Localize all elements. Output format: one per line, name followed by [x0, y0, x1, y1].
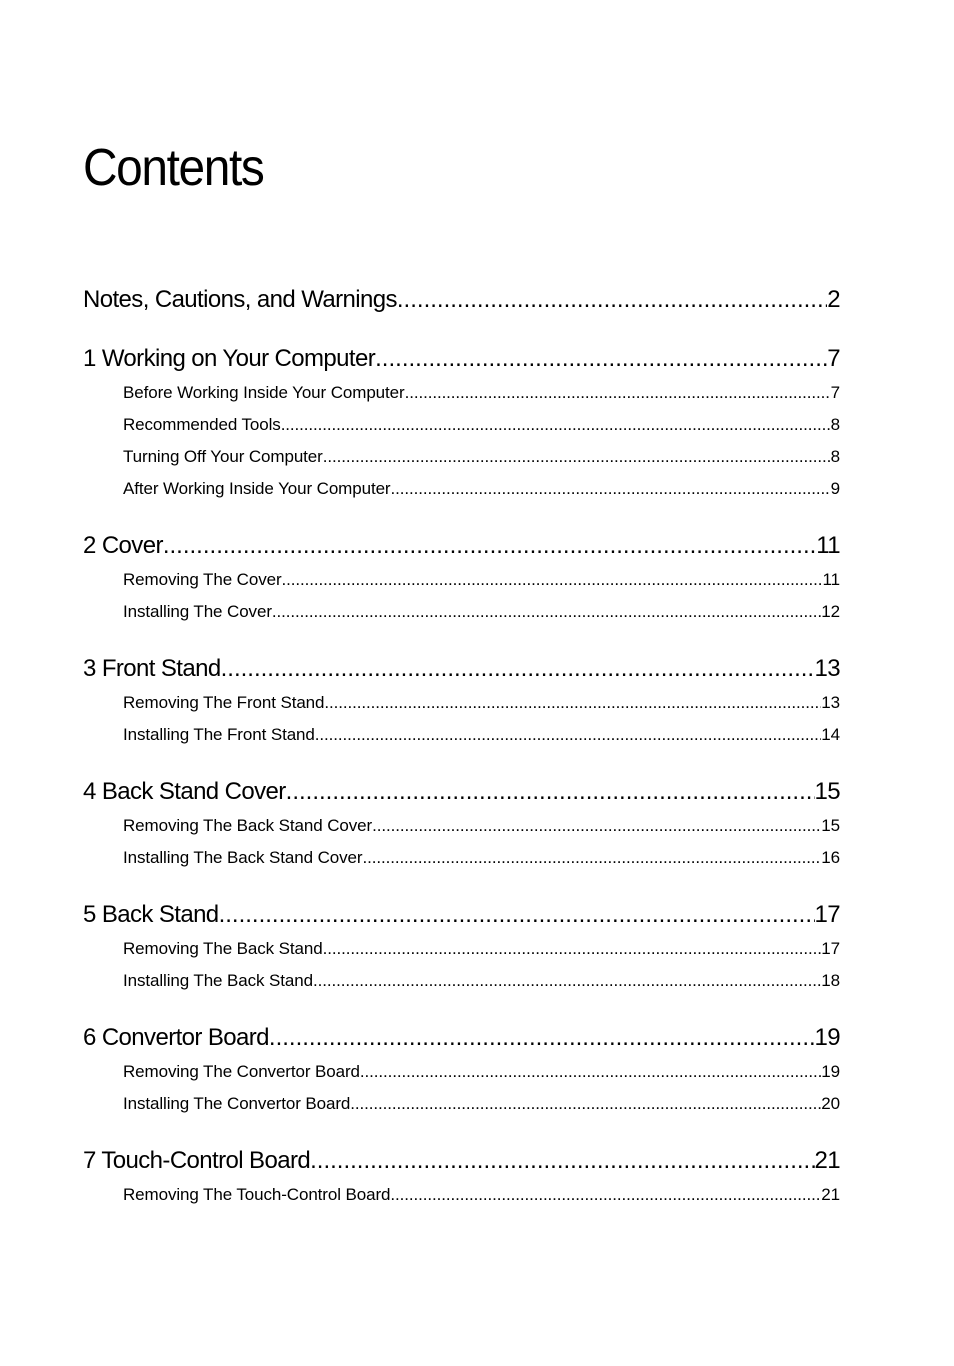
toc-subentry[interactable]	[83, 1088, 840, 1120]
toc-subentry-page: 16	[821, 848, 840, 867]
toc-subentry-page: 8	[830, 447, 840, 466]
toc-subentry-title: Turning Off Your Computer	[123, 447, 323, 466]
toc-subentry-title: Installing The Cover	[123, 602, 272, 621]
table-of-contents	[83, 282, 840, 1211]
toc-subentry-page: 21	[821, 1185, 840, 1204]
toc-chapter-page: 17	[814, 901, 840, 928]
toc-subentry-title: Removing The Convertor Board	[123, 1062, 360, 1081]
toc-chapter-page: 7	[827, 345, 840, 372]
toc-dot-leader	[372, 810, 821, 842]
toc-chapter-entry[interactable]	[83, 528, 840, 564]
toc-subentry-page: 11	[822, 570, 840, 589]
toc-chapter-entry[interactable]	[83, 341, 840, 377]
toc-chapter-title: 1 Working on Your Computer	[83, 345, 376, 372]
toc-chapter-title: 4 Back Stand Cover	[83, 778, 286, 805]
toc-chapter-page: 11	[816, 532, 840, 559]
toc-subentry-page: 15	[821, 816, 840, 835]
toc-dot-leader	[350, 1088, 821, 1120]
toc-subentry-page: 18	[821, 971, 840, 990]
toc-subentry-title: Before Working Inside Your Computer	[123, 383, 405, 402]
toc-subentry[interactable]	[83, 810, 840, 842]
section-spacer	[83, 318, 840, 341]
toc-dot-leader	[219, 897, 815, 933]
section-spacer	[83, 751, 840, 774]
toc-chapter-title: Notes, Cautions, and Warnings	[83, 286, 397, 313]
toc-section	[83, 1020, 840, 1120]
toc-section	[83, 651, 840, 751]
toc-subentry-title: Installing The Back Stand Cover	[123, 848, 363, 867]
toc-chapter-page: 21	[814, 1147, 840, 1174]
toc-subentry[interactable]	[83, 1179, 840, 1211]
toc-chapter-page: 2	[827, 286, 840, 313]
toc-chapter-entry[interactable]	[83, 282, 840, 318]
toc-subentry[interactable]	[83, 377, 840, 409]
toc-chapter-title: 6 Convertor Board	[83, 1024, 269, 1051]
section-spacer	[83, 628, 840, 651]
toc-chapter-entry[interactable]	[83, 1020, 840, 1056]
toc-subentry[interactable]	[83, 965, 840, 997]
section-spacer	[83, 505, 840, 528]
toc-subentry[interactable]	[83, 1056, 840, 1088]
toc-subentry-page: 8	[830, 415, 840, 434]
toc-subentry-title: Installing The Convertor Board	[123, 1094, 351, 1113]
toc-subentry-title: Removing The Back Stand Cover	[123, 816, 373, 835]
toc-chapter-title: 5 Back Stand	[83, 901, 219, 928]
toc-subentry[interactable]	[83, 441, 840, 473]
toc-dot-leader	[272, 596, 821, 628]
toc-subentry-page: 7	[830, 383, 840, 402]
toc-dot-leader	[313, 965, 821, 997]
toc-subentry-page: 14	[821, 725, 840, 744]
toc-chapter-title: 2 Cover	[83, 532, 163, 559]
toc-chapter-page: 19	[814, 1024, 840, 1051]
toc-chapter-title: 3 Front Stand	[83, 655, 221, 682]
toc-subentry-page: 17	[821, 939, 840, 958]
toc-dot-leader	[390, 1179, 821, 1211]
toc-chapter-entry[interactable]	[83, 774, 840, 810]
toc-subentry-title: Installing The Back Stand	[123, 971, 313, 990]
toc-subentry[interactable]	[83, 596, 840, 628]
toc-section	[83, 341, 840, 505]
toc-subentry-page: 19	[821, 1062, 840, 1081]
toc-dot-leader	[221, 651, 815, 687]
toc-section	[83, 528, 840, 628]
toc-dot-leader	[375, 341, 827, 377]
toc-subentry-title: Installing The Front Stand	[123, 725, 315, 744]
section-spacer	[83, 874, 840, 897]
toc-dot-leader	[324, 687, 821, 719]
toc-subentry-page: 20	[821, 1094, 840, 1113]
toc-dot-leader	[390, 473, 830, 505]
toc-dot-leader	[397, 282, 827, 318]
toc-dot-leader	[323, 441, 831, 473]
toc-section	[83, 897, 840, 997]
toc-subentry-page: 12	[821, 602, 840, 621]
toc-subentry[interactable]	[83, 719, 840, 751]
toc-dot-leader	[310, 1143, 814, 1179]
toc-dot-leader	[323, 933, 822, 965]
toc-subentry-title: Removing The Touch-Control Board	[123, 1185, 391, 1204]
toc-subentry-title: Removing The Cover	[123, 570, 282, 589]
toc-chapter-entry[interactable]	[83, 651, 840, 687]
toc-subentry-title: Removing The Back Stand	[123, 939, 323, 958]
toc-subentry-title: Removing The Front Stand	[123, 693, 325, 712]
toc-subentry[interactable]	[83, 473, 840, 505]
toc-subentry[interactable]	[83, 687, 840, 719]
toc-subentry[interactable]	[83, 409, 840, 441]
toc-section	[83, 774, 840, 874]
toc-dot-leader	[360, 1056, 821, 1088]
toc-dot-leader	[286, 774, 815, 810]
toc-dot-leader	[405, 377, 831, 409]
toc-chapter-page: 15	[814, 778, 840, 805]
toc-subentry[interactable]	[83, 842, 840, 874]
section-spacer	[83, 997, 840, 1020]
page-title: Contents	[83, 139, 264, 197]
toc-chapter-title: 7 Touch-Control Board	[83, 1147, 311, 1174]
toc-dot-leader	[163, 528, 816, 564]
toc-subentry[interactable]	[83, 933, 840, 965]
toc-chapter-entry[interactable]	[83, 1143, 840, 1179]
toc-subentry-page: 9	[830, 479, 840, 498]
toc-chapter-page: 13	[814, 655, 840, 682]
toc-dot-leader	[269, 1020, 815, 1056]
toc-chapter-entry[interactable]	[83, 897, 840, 933]
section-spacer	[83, 1120, 840, 1143]
toc-subentry-page: 13	[821, 693, 840, 712]
toc-section	[83, 282, 840, 318]
toc-dot-leader	[282, 564, 823, 596]
toc-subentry-title: After Working Inside Your Computer	[123, 479, 391, 498]
toc-subentry-title: Recommended Tools	[123, 415, 281, 434]
toc-dot-leader	[362, 842, 821, 874]
toc-section	[83, 1143, 840, 1211]
toc-dot-leader	[315, 719, 822, 751]
toc-dot-leader	[281, 409, 831, 441]
toc-subentry[interactable]	[83, 564, 840, 596]
